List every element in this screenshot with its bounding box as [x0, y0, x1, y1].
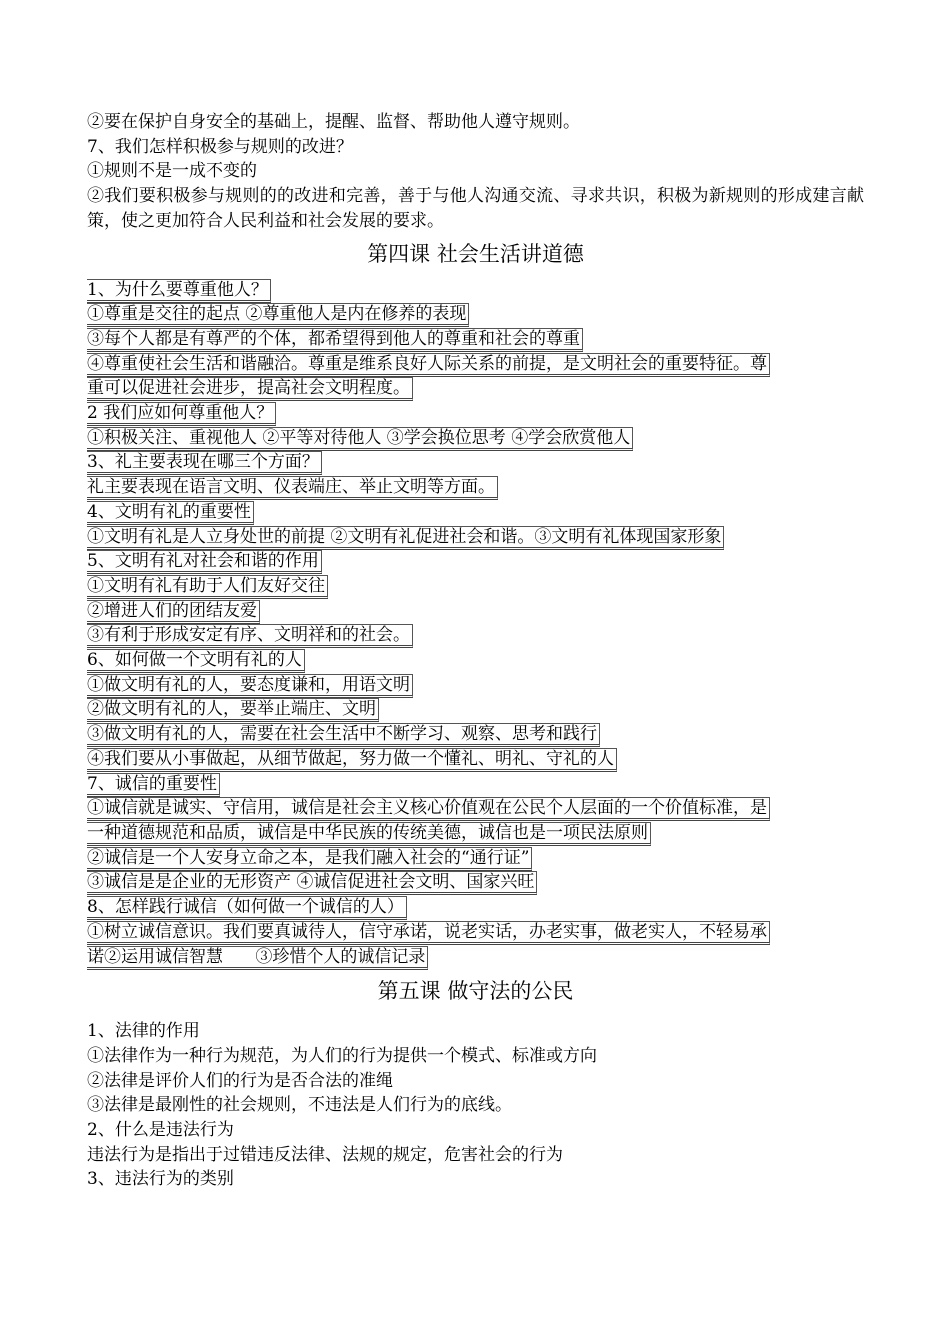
answer-line: ①诚信就是诚实、守信用，诚信是社会主义核心价值观在公民个人层面的一个价值标准，是 — [87, 797, 770, 821]
answer-line: ③做文明有礼的人，需要在社会生活中不断学习、观察、思考和践行 — [87, 723, 600, 747]
text-line: ②要在保护自身安全的基础上，提醒、监督、帮助他人遵守规则。 — [87, 112, 580, 132]
text-line: ①规则不是一成不变的 — [87, 161, 257, 182]
question-heading: 1、法律的作用 — [87, 1021, 200, 1042]
answer-line: ①文明有礼是人立身处世的前提 ②文明有礼促进社会和谐。③文明有礼体现国家形象 — [87, 526, 724, 550]
answer-line: ①做文明有礼的人，要态度谦和，用语文明 — [87, 674, 413, 698]
answer-line: ②做文明有礼的人，要举止端庄、文明 — [87, 698, 379, 722]
text-paragraph: ②我们要积极参与规则的的改进和完善，善于与他人沟通交流、寻求共识，积极为新规则的形成建言献策，使之更加符合人民利益和社会发展的要求。 — [87, 186, 864, 231]
answer-line: ②法律是评价人们的行为是否合法的准绳 — [87, 1070, 393, 1091]
answer-line: 诺②运用诚信智慧 ③珍惜个人的诚信记录 — [87, 946, 428, 970]
question-heading: 2、什么是违法行为 — [87, 1120, 234, 1141]
question-heading: 3、违法行为的类别 — [87, 1169, 234, 1190]
answer-line: ①法律作为一种行为规范，为人们的行为提供一个模式、标准或方向 — [87, 1045, 597, 1066]
question-heading: 7、诚信的重要性 — [87, 773, 220, 797]
answer-line: ①文明有礼有助于人们友好交往 — [87, 575, 328, 599]
question-heading: 4、文明有礼的重要性 — [87, 501, 254, 525]
document-page — [87, 110, 864, 1192]
lesson-title: 第五课 做守法的公民 — [377, 979, 574, 1004]
answer-line: ④我们要从小事做起，从细节做起，努力做一个懂礼、明礼、守礼的人 — [87, 748, 617, 772]
answer-line: 一种道德规范和品质，诚信是中华民族的传统美德，诚信也是一项民法原则 — [87, 822, 651, 846]
answer-line: ①积极关注、重视他人 ②平等对待他人 ③学会换位思考 ④学会欣赏他人 — [87, 427, 633, 451]
lesson-title: 第四课 社会生活讲道德 — [367, 241, 584, 266]
answer-line: ③有利于形成安定有序、文明祥和的社会。 — [87, 624, 413, 648]
answer-line: ③每个人都是有尊严的个体，都希望得到他人的尊重和社会的尊重 — [87, 328, 583, 352]
answer-line: ①尊重是交往的起点 ②尊重他人是内在修养的表现 — [87, 303, 469, 327]
answer-line: 重可以促进社会进步，提高社会文明程度。 — [87, 377, 413, 401]
answer-line: ③诚信是是企业的无形资产 ④诚信促进社会文明、国家兴旺 — [87, 871, 537, 895]
answer-line: ①树立诚信意识。我们要真诚待人，信守承诺，说老实话，办老实事，做老实人，不轻易承 — [87, 921, 770, 945]
answer-line: ②诚信是一个人安身立命之本，是我们融入社会的“通行证” — [87, 847, 532, 871]
question-heading: 8、怎样践行诚信（如何做一个诚信的人） — [87, 896, 407, 920]
question-heading: 2 我们应如何尊重他人？ — [87, 402, 276, 426]
answer-line: ④尊重使社会生活和谐融洽。尊重是维系良好人际关系的前提，是文明社会的重要特征。尊 — [87, 353, 770, 377]
question-heading: 3、礼主要表现在哪三个方面？ — [87, 451, 322, 475]
answer-line: ③法律是最刚性的社会规则，不违法是人们行为的底线。 — [87, 1095, 512, 1116]
question-heading: 7、我们怎样积极参与规则的改进？ — [87, 136, 353, 157]
question-heading: 6、如何做一个文明有礼的人 — [87, 649, 305, 673]
answer-line: 礼主要表现在语言文明、仪表端庄、举止文明等方面。 — [87, 476, 498, 500]
question-heading: 1、为什么要尊重他人？ — [87, 279, 271, 303]
question-heading: 5、文明有礼对社会和谐的作用 — [87, 550, 322, 574]
answer-line: 违法行为是指出于过错违反法律、法规的规定，危害社会的行为 — [87, 1144, 563, 1165]
answer-line: ②增进人们的团结友爱 — [87, 600, 260, 624]
